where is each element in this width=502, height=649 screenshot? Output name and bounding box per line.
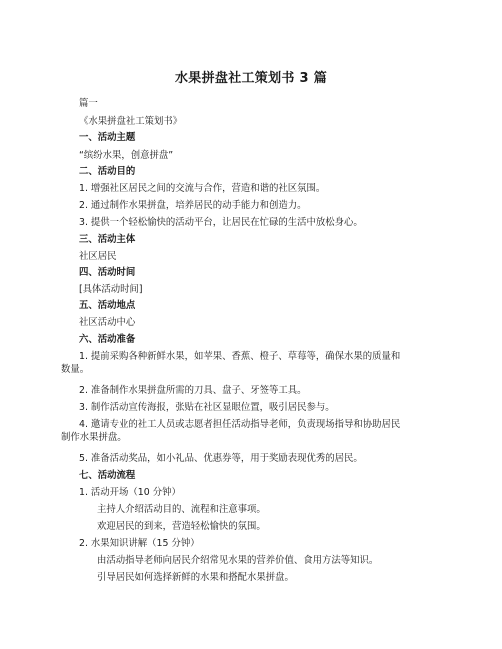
place-text: 社区活动中心 <box>79 317 136 328</box>
section-heading-time: 四、活动时间 <box>79 267 136 278</box>
process-step-line: 欢迎居民的到来，营造轻松愉快的氛围。 <box>97 521 266 532</box>
purpose-item: 3. 提供一个轻松愉快的活动平台，让居民在忙碌的生活中放松身心。 <box>79 217 363 228</box>
theme-text: “缤纷水果，创意拼盘” <box>79 150 174 161</box>
subject-text: 社区居民 <box>79 251 117 262</box>
prep-item: 2. 准备制作水果拼盘所需的刀具、盘子、牙签等工具。 <box>79 385 307 396</box>
process-step-line: 引导居民如何选择新鲜的水果和搭配水果拼盘。 <box>97 572 294 583</box>
process-step-label: 2. 水果知识讲解（15 分钟） <box>79 538 200 549</box>
document-name: 《水果拼盘社工策划书》 <box>79 116 183 127</box>
section-heading-place: 五、活动地点 <box>79 300 136 311</box>
prep-item: 1. 提前采购各种新鲜水果，如苹果、香蕉、橙子、草莓等，确保水果的质量和数量。 <box>61 351 401 375</box>
purpose-item: 1. 增强社区居民之间的交流与合作，营造和谐的社区氛围。 <box>79 183 326 194</box>
section-heading-subject: 三、活动主体 <box>79 234 136 245</box>
section-heading-theme: 一、活动主题 <box>79 132 136 143</box>
prep-item: 3. 制作活动宣传海报，张贴在社区显眼位置，吸引居民参与。 <box>79 402 335 413</box>
section-heading-purpose: 二、活动目的 <box>79 166 136 177</box>
section-heading-prep: 六、活动准备 <box>79 334 136 345</box>
time-text: [具体活动时间] <box>79 284 143 295</box>
purpose-item: 2. 通过制作水果拼盘，培养居民的动手能力和创造力。 <box>79 200 307 211</box>
process-step-label: 1. 活动开场（10 分钟） <box>79 487 181 498</box>
prep-item: 5. 准备活动奖品，如小礼品、优惠券等，用于奖励表现优秀的居民。 <box>79 453 363 464</box>
section-heading-process: 七、活动流程 <box>79 470 136 481</box>
part-label: 篇一 <box>79 98 98 109</box>
document-title: 水果拼盘社工策划书 3 篇 <box>175 71 327 86</box>
process-step-line: 由活动指导老师向居民介绍常见水果的营养价值、食用方法等知识。 <box>97 555 379 566</box>
process-step-line: 主持人介绍活动目的、流程和注意事项。 <box>97 504 266 515</box>
prep-item: 4. 邀请专业的社工人员或志愿者担任活动指导老师，负责现场指导和协助居民制作水果拼盘。 <box>61 419 401 443</box>
